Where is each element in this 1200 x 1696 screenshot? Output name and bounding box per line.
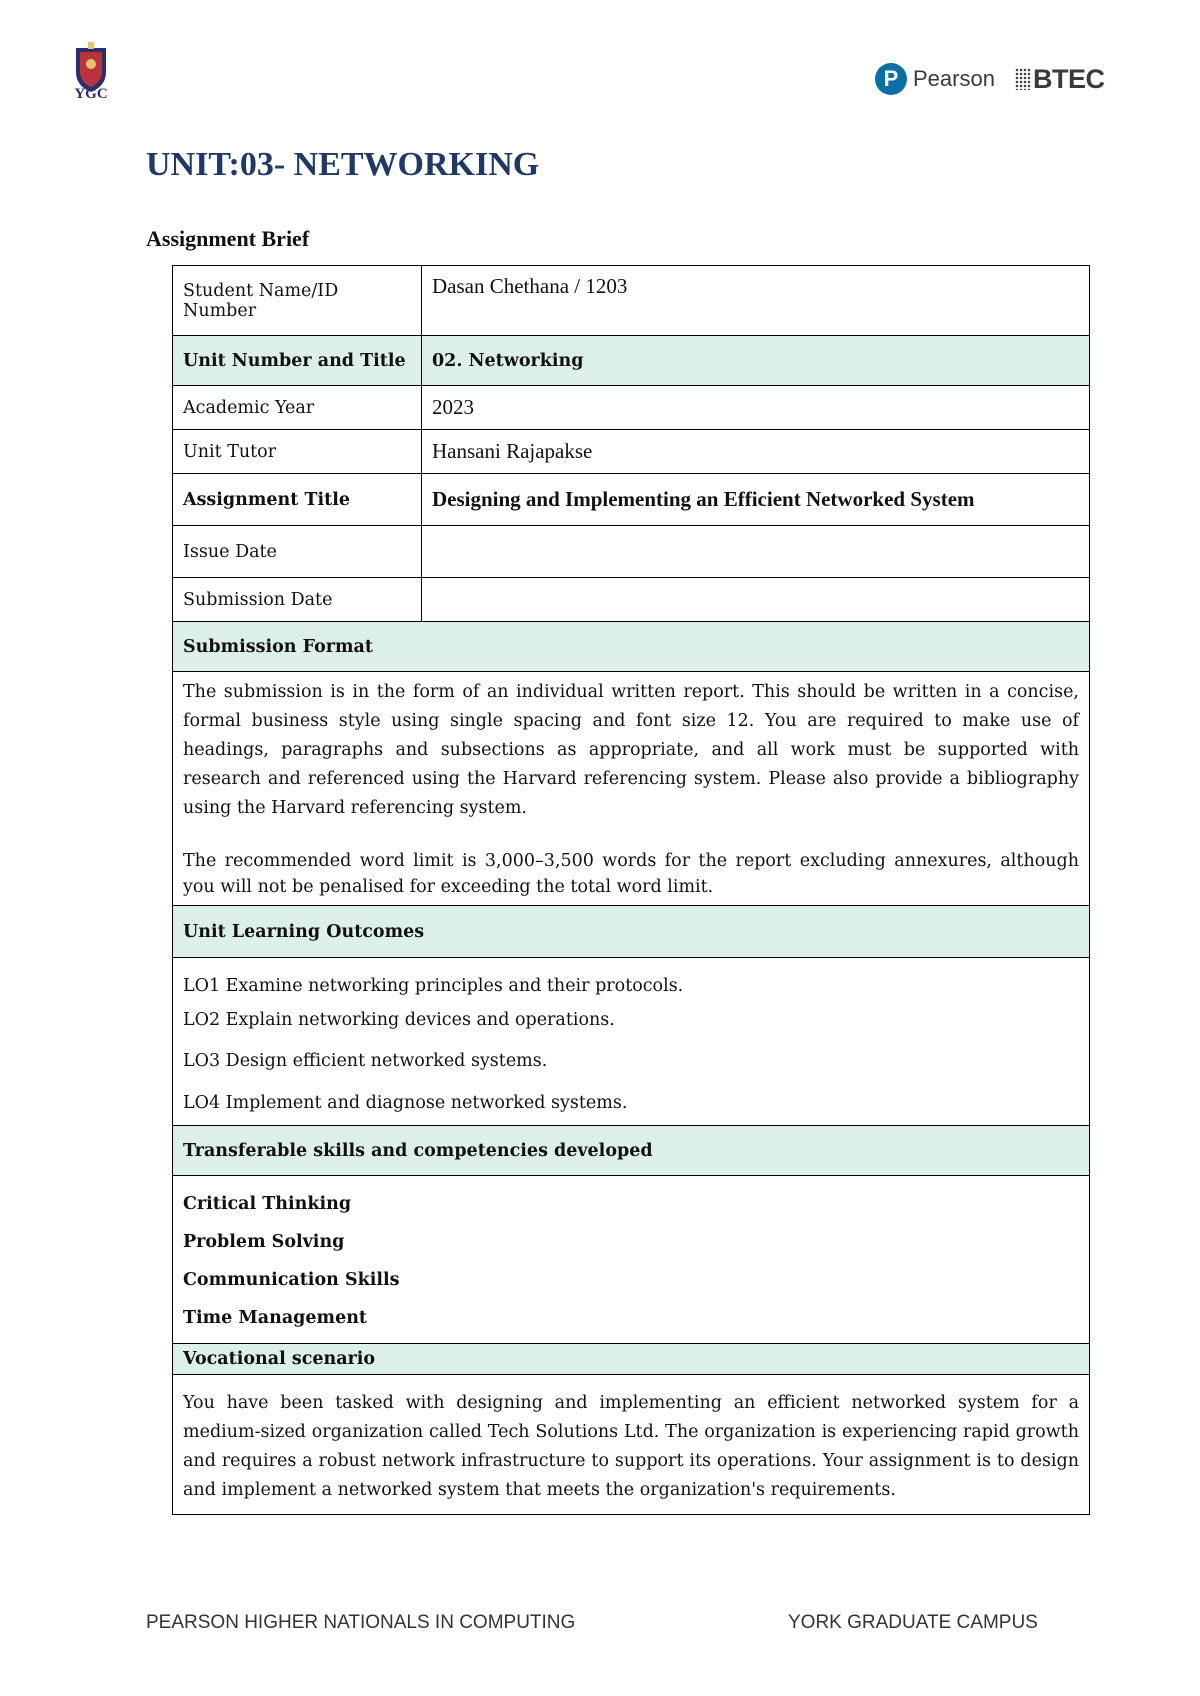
table-row [173,906,1090,958]
pearson-p-icon: P [875,63,907,95]
table-row [173,958,1090,1126]
value-unit-tutor: Hansani Rajapakse [422,430,1090,474]
ygc-logo [68,42,114,106]
value-assignment-title: Designing and Implementing an Efficient Networked System [422,474,1090,526]
list-item: LO3 Design efficient networked systems. [183,1051,548,1071]
list-item: Time Management [183,1308,368,1328]
page-title: UNIT:03- NETWORKING [146,146,540,183]
scenario-paragraph: You have been tasked with designing and implementing an efficient networked system for a medium-sized organization called Tech Solutions Ltd. The organization is experiencing rapid growth and requires a robust network infrastructure to support its operations. Your assignment is to design and implement a networked system that meets the organization's requirements. [183,1393,1079,1500]
table-row [173,1375,1090,1515]
label-student-name: Student Name/ID Number [173,266,422,336]
list-item: LO4 Implement and diagnose networked systems. [183,1093,628,1113]
label-unit-tutor: Unit Tutor [173,430,422,474]
pearson-wordmark: Pearson [913,66,995,91]
table-row [173,526,1090,578]
btec-dots-icon [1015,68,1031,90]
table-row [173,578,1090,622]
label-unit-number: Unit Number and Title [173,336,422,386]
table-row [173,336,1090,386]
submission-format-paragraph-1: The submission is in the form of an individual written report. This should be written in a concise, formal business style using single spacing and font size 12. You are required to make use of headings, paragraphs and subsections as appropriate, and all work must be supported with research and referenced using the Harvard referencing system. Please also provide a bibliography using the Harvard referencing system. [183,682,1079,818]
footer-campus: YORK GRADUATE CAMPUS [788,1612,1038,1633]
table-row [173,1176,1090,1344]
assignment-brief-table [172,265,1090,1515]
value-student-name: Dasan Chethana / 1203 [422,266,1090,336]
scenario-body [173,1375,1090,1515]
footer-programme: PEARSON HIGHER NATIONALS IN COMPUTING [146,1612,576,1633]
list-item: Critical Thinking [183,1194,352,1214]
learning-outcomes-body [173,958,1090,1126]
label-submission-date: Submission Date [173,578,422,622]
list-item: LO2 Explain networking devices and operations. [183,1010,615,1030]
list-item: Problem Solving [183,1232,345,1252]
label-issue-date: Issue Date [173,526,422,578]
submission-format-paragraph-2: The recommended word limit is 3,000–3,500 words for the report excluding annexures, although you will not be penalised for exceeding the total word limit. [183,851,1079,897]
value-issue-date [422,526,1090,578]
table-row [173,474,1090,526]
ygc-logo-text: YGC [74,86,108,102]
table-row [173,430,1090,474]
label-academic-year: Academic Year [173,386,422,430]
label-assignment-title: Assignment Title [173,474,422,526]
table-row [173,266,1090,336]
value-academic-year: 2023 [422,386,1090,430]
list-item: Communication Skills [183,1270,400,1290]
value-unit-number: 02. Networking [422,336,1090,386]
submission-format-body [173,672,1090,906]
learning-outcomes-heading: Unit Learning Outcomes [173,906,1090,958]
value-submission-date [422,578,1090,622]
table-row [173,622,1090,672]
skills-list [183,1192,1079,1330]
section-title: Assignment Brief [146,226,310,251]
table-row [173,386,1090,430]
table-row [173,672,1090,906]
skills-body [173,1176,1090,1344]
table-row [173,1344,1090,1375]
pearson-logo [875,62,995,96]
scenario-heading: Vocational scenario [173,1344,1090,1375]
learning-outcomes-list [183,976,1079,1113]
submission-format-heading: Submission Format [173,622,1090,672]
skills-heading: Transferable skills and competencies developed [173,1126,1090,1176]
btec-logo [1015,62,1105,96]
btec-wordmark: BTEC [1033,63,1105,94]
list-item: LO1 Examine networking principles and their protocols. [183,976,684,996]
table-row [173,1126,1090,1176]
